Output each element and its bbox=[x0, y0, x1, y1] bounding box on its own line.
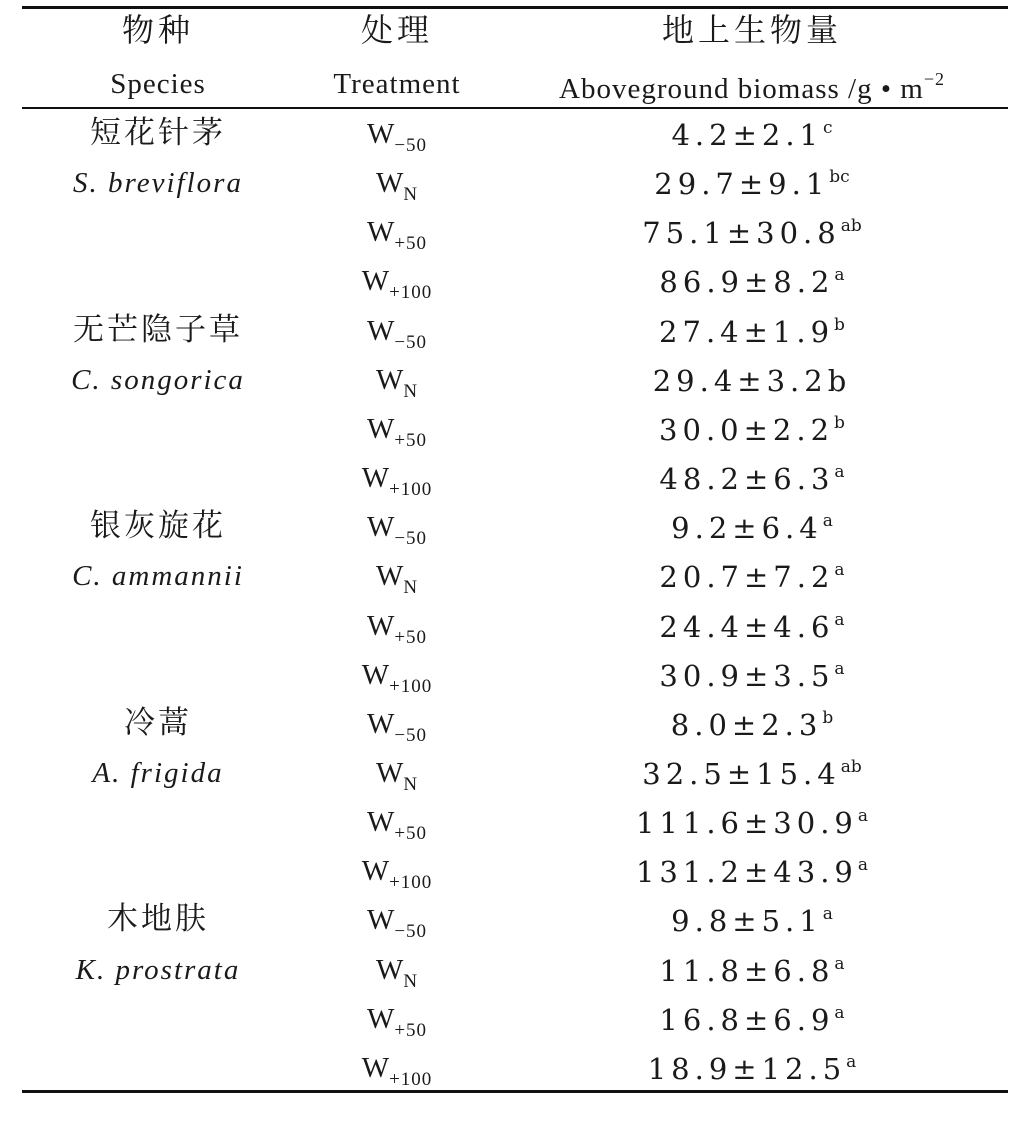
treatment-cell bbox=[367, 808, 427, 843]
treatment-subscript: N bbox=[403, 577, 419, 599]
treatment-subscript: −50 bbox=[394, 331, 428, 353]
treatment-subscript: +50 bbox=[394, 823, 428, 845]
biomass-value-cell bbox=[659, 412, 845, 447]
biomass-value-cell bbox=[654, 167, 850, 202]
biomass-value: 4.2±2.1 bbox=[671, 118, 824, 152]
species-name-zh: 木地肤 bbox=[107, 901, 209, 938]
treatment-cell bbox=[366, 412, 428, 451]
significance-letter: b bbox=[834, 314, 845, 335]
treatment-subscript: N bbox=[403, 380, 419, 402]
treatment-cell bbox=[367, 906, 427, 941]
significance-letter: a bbox=[834, 1002, 845, 1023]
treatment-subscript: −50 bbox=[394, 135, 428, 156]
biomass-value-cell bbox=[671, 511, 833, 546]
species-name-latin: A. frigida bbox=[92, 756, 224, 789]
treatment-base: W bbox=[366, 609, 395, 642]
treatment-cell bbox=[376, 562, 418, 597]
treatment-subscript: +50 bbox=[394, 429, 428, 451]
biomass-value: 48.2±6.3 bbox=[659, 462, 835, 497]
biomass-value: 86.9±8.2 bbox=[659, 265, 835, 300]
treatment-base: W bbox=[375, 363, 404, 396]
species-name-latin: C. songorica bbox=[71, 363, 245, 396]
treatment-base: W bbox=[361, 855, 390, 888]
significance-letter: a bbox=[846, 1051, 857, 1072]
treatment-cell bbox=[361, 658, 433, 697]
biomass-value: 9.2±6.4 bbox=[671, 511, 823, 546]
treatment-base: W bbox=[375, 953, 404, 986]
treatment-cell bbox=[366, 314, 428, 353]
header-biomass-exponent: −2 bbox=[923, 69, 945, 89]
species-name-zh: 银灰旋花 bbox=[90, 508, 226, 545]
table-top-rule bbox=[22, 6, 1008, 9]
header-species-en: Species bbox=[110, 68, 206, 100]
significance-letter: a bbox=[822, 904, 833, 925]
biomass-value: 9.8±5.1 bbox=[671, 904, 823, 939]
header-treatment-zh: 处理 bbox=[360, 11, 434, 49]
significance-letter: b bbox=[834, 412, 845, 433]
treatment-base: W bbox=[361, 1051, 390, 1084]
treatment-subscript: +100 bbox=[389, 675, 433, 697]
biomass-value: 29.7±9.1 bbox=[654, 167, 830, 202]
biomass-value: 18.9±12.5 bbox=[647, 1051, 847, 1086]
treatment-subscript: −50 bbox=[394, 724, 428, 746]
treatment-base: W bbox=[366, 118, 395, 150]
treatment-cell bbox=[375, 363, 419, 402]
treatment-subscript: N bbox=[403, 184, 419, 206]
significance-letter: a bbox=[834, 462, 845, 483]
table-bottom-rule bbox=[22, 1090, 1008, 1093]
treatment-cell bbox=[376, 169, 418, 204]
significance-letter: ab bbox=[840, 756, 862, 777]
treatment-base: W bbox=[366, 314, 395, 347]
biomass-value: 32.5±15.4 bbox=[642, 756, 841, 791]
species-name-zh: 短花针茅 bbox=[90, 115, 226, 151]
significance-letter: a bbox=[834, 265, 845, 286]
biomass-value: 111.6±30.9 bbox=[635, 806, 858, 841]
significance-letter: a bbox=[857, 855, 869, 876]
treatment-base: W bbox=[375, 756, 404, 789]
biomass-value-cell bbox=[642, 756, 862, 791]
header-biomass-en-text: Aboveground biomass /g • m bbox=[559, 73, 924, 105]
treatment-subscript: −50 bbox=[394, 528, 428, 550]
treatment-subscript: N bbox=[403, 773, 419, 795]
treatment-base: W bbox=[361, 658, 390, 691]
species-name-latin: S. breviflora bbox=[73, 167, 243, 200]
biomass-value: 11.8±6.8 bbox=[659, 953, 835, 988]
treatment-base: W bbox=[361, 462, 390, 495]
biomass-value-cell bbox=[659, 953, 845, 988]
biomass-value-cell bbox=[659, 462, 845, 497]
species-name-latin: K. prostrata bbox=[75, 953, 241, 986]
treatment-cell bbox=[366, 609, 428, 648]
treatment-cell bbox=[375, 953, 419, 992]
biomass-value-cell bbox=[635, 855, 869, 890]
treatment-subscript: +100 bbox=[389, 282, 433, 304]
significance-letter: ab bbox=[840, 216, 862, 237]
treatment-base: W bbox=[366, 511, 395, 544]
treatment-cell bbox=[366, 707, 428, 746]
treatment-subscript: +100 bbox=[389, 1068, 433, 1090]
treatment-cell bbox=[367, 513, 427, 548]
treatment-subscript: −50 bbox=[394, 921, 428, 943]
biomass-value-cell bbox=[659, 265, 845, 300]
header-biomass-zh: 地上生物量 bbox=[661, 11, 843, 49]
significance-letter: c bbox=[823, 118, 833, 138]
treatment-base: W bbox=[366, 1002, 395, 1035]
treatment-base: W bbox=[366, 904, 395, 937]
treatment-base: W bbox=[366, 707, 395, 740]
header-biomass-en bbox=[559, 70, 945, 104]
treatment-cell bbox=[375, 756, 419, 795]
treatment-cell bbox=[367, 218, 427, 253]
species-name-zh: 冷蒿 bbox=[124, 704, 192, 741]
significance-letter: bc bbox=[829, 167, 850, 188]
treatment-subscript: +50 bbox=[394, 233, 428, 255]
treatment-base: W bbox=[375, 167, 404, 200]
species-name-latin: C. ammannii bbox=[72, 560, 244, 593]
treatment-subscript: +100 bbox=[389, 479, 433, 501]
biomass-value-cell bbox=[671, 120, 832, 150]
significance-letter: a bbox=[834, 658, 845, 679]
treatment-base: W bbox=[366, 806, 395, 839]
treatment-base: W bbox=[366, 216, 395, 249]
treatment-base: W bbox=[375, 560, 404, 593]
treatment-base: W bbox=[366, 412, 395, 445]
biomass-value: 30.0±2.2 bbox=[659, 412, 835, 447]
biomass-value-cell bbox=[659, 658, 845, 693]
biomass-value: 131.2±43.9 bbox=[635, 855, 858, 890]
biomass-value: 27.4±1.9 bbox=[659, 314, 835, 349]
biomass-value-cell bbox=[659, 1002, 845, 1037]
treatment-subscript: N bbox=[403, 970, 419, 992]
biomass-value-cell bbox=[659, 560, 845, 595]
biomass-value-cell bbox=[652, 363, 852, 398]
treatment-cell bbox=[362, 267, 433, 302]
biomass-value: 16.8±6.9 bbox=[659, 1002, 835, 1037]
biomass-value-cell bbox=[671, 904, 833, 939]
biomass-value: 8.0±2.3 bbox=[670, 707, 823, 742]
significance-letter: a bbox=[834, 953, 845, 974]
treatment-cell bbox=[367, 120, 427, 155]
significance-letter: a bbox=[834, 609, 845, 630]
treatment-cell bbox=[362, 857, 433, 892]
header-species-zh: 物种 bbox=[121, 11, 195, 49]
treatment-subscript: +50 bbox=[394, 1019, 428, 1041]
biomass-value-cell bbox=[659, 609, 845, 644]
treatment-subscript: +50 bbox=[394, 626, 428, 648]
significance-letter: a bbox=[857, 806, 869, 827]
treatment-cell bbox=[362, 464, 433, 499]
significance-letter: a bbox=[834, 560, 845, 581]
biomass-value-cell bbox=[647, 1051, 857, 1086]
table-header-rule bbox=[22, 107, 1008, 109]
biomass-value: 30.9±3.5 bbox=[659, 658, 835, 693]
biomass-value-cell bbox=[642, 216, 862, 251]
biomass-value-cell bbox=[635, 806, 869, 841]
header-treatment-en: Treatment bbox=[333, 68, 461, 100]
biomass-value: 29.4±3.2b bbox=[652, 363, 852, 398]
significance-letter: b bbox=[822, 707, 834, 728]
biomass-value: 20.7±7.2 bbox=[659, 560, 835, 595]
treatment-cell bbox=[366, 1002, 428, 1041]
biomass-value-cell bbox=[670, 707, 834, 742]
biomass-value-cell bbox=[659, 314, 845, 349]
species-name-zh: 无芒隐子草 bbox=[73, 311, 243, 348]
treatment-subscript: +100 bbox=[389, 872, 433, 894]
biomass-value: 24.4±4.6 bbox=[659, 609, 835, 644]
significance-letter: a bbox=[822, 511, 833, 532]
treatment-base: W bbox=[361, 265, 390, 298]
treatment-cell bbox=[361, 1051, 433, 1090]
biomass-value: 75.1±30.8 bbox=[642, 216, 841, 251]
